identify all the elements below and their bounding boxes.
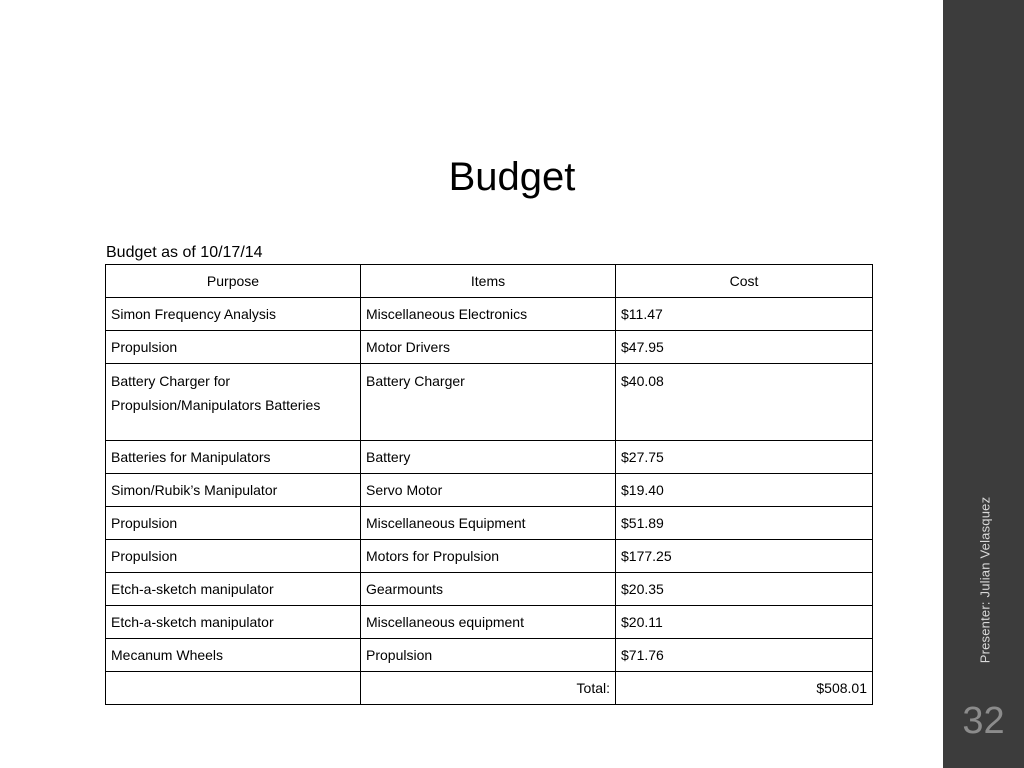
cell-items: Propulsion xyxy=(361,639,616,672)
table-row xyxy=(106,639,873,672)
cell-items: Miscellaneous equipment xyxy=(361,606,616,639)
table-row xyxy=(106,474,873,507)
table-header-row xyxy=(106,265,873,298)
cell-items: Miscellaneous Equipment xyxy=(361,507,616,540)
cell-purpose: Batteries for Manipulators xyxy=(106,441,361,474)
cell-purpose: Simon/Rubik’s Manipulator xyxy=(106,474,361,507)
cell-cost: $177.25 xyxy=(616,540,873,573)
table-row xyxy=(106,364,873,441)
cell-purpose: Propulsion xyxy=(106,331,361,364)
table-row xyxy=(106,507,873,540)
cell-cost: $47.95 xyxy=(616,331,873,364)
total-label: Total: xyxy=(361,672,616,705)
slide-number: 32 xyxy=(962,700,1005,742)
cell-items: Battery Charger xyxy=(361,364,616,441)
cell-items: Miscellaneous Electronics xyxy=(361,298,616,331)
cell-purpose: Propulsion xyxy=(106,540,361,573)
cell-cost: $19.40 xyxy=(616,474,873,507)
cell-purpose: Propulsion xyxy=(106,507,361,540)
cell-cost: $40.08 xyxy=(616,364,873,441)
cell-cost: $20.11 xyxy=(616,606,873,639)
cell-items: Motor Drivers xyxy=(361,331,616,364)
cell-purpose: Simon Frequency Analysis xyxy=(106,298,361,331)
cell-items: Gearmounts xyxy=(361,573,616,606)
header-items: Items xyxy=(361,265,616,298)
cell-cost: $27.75 xyxy=(616,441,873,474)
table-caption: Budget as of 10/17/14 xyxy=(106,244,263,261)
total-row xyxy=(106,672,873,705)
table-row xyxy=(106,298,873,331)
cell-cost: $71.76 xyxy=(616,639,873,672)
cell-purpose: Mecanum Wheels xyxy=(106,639,361,672)
cell-cost: $20.35 xyxy=(616,573,873,606)
table-row xyxy=(106,441,873,474)
cell-purpose: Battery Charger for Propulsion/Manipulators Batteries xyxy=(106,364,361,441)
table-row xyxy=(106,573,873,606)
cell-purpose: Etch-a-sketch manipulator xyxy=(106,573,361,606)
total-value: $508.01 xyxy=(616,672,873,705)
header-purpose: Purpose xyxy=(106,265,361,298)
total-empty-cell xyxy=(106,672,361,705)
budget-table xyxy=(105,264,873,705)
cell-purpose: Etch-a-sketch manipulator xyxy=(106,606,361,639)
cell-items: Battery xyxy=(361,441,616,474)
table-row xyxy=(106,606,873,639)
table-row xyxy=(106,331,873,364)
cell-items: Servo Motor xyxy=(361,474,616,507)
header-cost: Cost xyxy=(616,265,873,298)
table-row xyxy=(106,540,873,573)
cell-cost: $51.89 xyxy=(616,507,873,540)
presenter-label: Presenter: Julian Velasquez xyxy=(977,496,993,664)
cell-cost: $11.47 xyxy=(616,298,873,331)
cell-items: Motors for Propulsion xyxy=(361,540,616,573)
slide-title: Budget xyxy=(448,155,576,199)
